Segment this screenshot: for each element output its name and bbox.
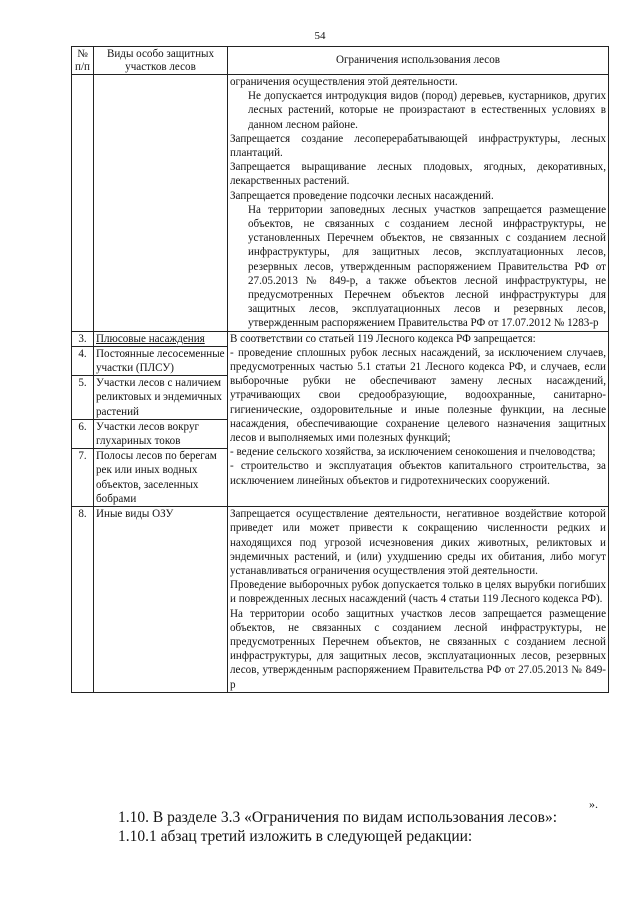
row-name: Участки лесов вокруг глухариных токов [94, 419, 228, 448]
paragraph-1-10: 1.10. В разделе 3.3 «Ограничения по видам использования лесов»: [118, 809, 558, 826]
row-name: Плюсовые насаждения [94, 331, 228, 346]
row-number: 6. [72, 419, 94, 448]
text-paragraph: Проведение выборочных рубок допускается только в целях вырубки погибших и поврежденных лесных насаждений (часть 4 статьи 119 Лесного кодекса РФ). [230, 579, 606, 606]
row-number: 7. [72, 449, 94, 507]
text-paragraph: Запрещается проведение подсочки лесных насаждений. [230, 189, 494, 202]
closing-quote: ». [589, 797, 598, 811]
row-name: Полосы лесов по берегам рек или иных водных объектов, заселенных бобрами [94, 449, 228, 507]
table-header-row [72, 47, 609, 75]
text-paragraph: Не допускается интродукция видов (пород) деревьев, кустарников, других лесных растений, которые не произрастают в естественных условиях в данном лесном районе. [248, 90, 606, 131]
row-name: Постоянные лесосеменные участки (ПЛСУ) [94, 346, 228, 375]
text-paragraph: ограничения осуществления этой деятельности. [230, 76, 458, 88]
row8-restrictions [228, 507, 609, 693]
row-number: 4. [72, 346, 94, 375]
paragraph-1-10-1: 1.10.1 абзац третий изложить в следующей редакции: [118, 828, 473, 845]
text-paragraph: - ведение сельского хозяйства, за исключением сенокошения и пчеловодства; [230, 446, 596, 459]
row-name: Участки лесов с наличием реликтовых и эндемичных растений [94, 376, 228, 420]
text-paragraph: Запрещается выращивание лесных плодовых, ягодных, декоративных, лекарственных растений. [230, 161, 606, 188]
text-paragraph: Запрещается осуществление деятельности, негативное воздействие которой приведет или может привести к сокращению численности редких и находящихся под угрозой исчезновения диких животных, реликтовых и эндемичных растений, и (или) ухудшению среды их обитания, либо могут устанавливаться ограничения осуществления этой деятельности. [230, 508, 606, 577]
table-row [72, 507, 609, 693]
text-paragraph: В соответствии со статьей 119 Лесного кодекса РФ запрещается: [230, 332, 536, 345]
restrictions-table [71, 46, 609, 693]
row-number: 5. [72, 376, 94, 420]
text-paragraph: На территории особо защитных участков лесов запрещается размещение объектов, не связанных с созданием лесной инфраструктуры, не предусмотренных Перечнем объектов, не связанных с созданием лесной инфраструктуры, для защитных лесов, эксплуатационных лесов, резервных лесов, утвержденным распоряжением Правительства РФ от 27.05.2013 № 849-р [230, 607, 606, 691]
page-number: 54 [314, 30, 326, 42]
header-num: № п/п [72, 47, 94, 75]
text-paragraph: На территории заповедных лесных участков запрещается размещение объектов, не связанных с созданием лесной инфраструктуры, не установленных Перечнем объектов, не связанных с созданием лесной инфраструктуры, для защитных лесов, эксплуатационных лесов, резервных лесов, утвержденным распоряжением Правительства РФ от 27.05.2013 № 849-р, а также объектов лесной инфраструктуры, не предусмотренных Перечнем объектов лесной инфраструктуры для защитных лесов, эксплуатационных лесов и резервных лесов, утвержденным распоряжением Правительства РФ от 17.07.2012 № 1283-р [248, 203, 606, 330]
table-row [72, 331, 609, 346]
text-paragraph: - строительство и эксплуатация объектов капитального строительства, за исключением линейных объектов и гидротехнических сооружений. [230, 460, 606, 487]
row-name: Иные виды ОЗУ [94, 507, 228, 693]
header-restrictions: Ограничения использования лесов [228, 47, 609, 75]
header-name: Виды особо защитных участков лесов [94, 47, 228, 75]
continued-restrictions [228, 75, 609, 332]
group-restrictions [228, 331, 609, 506]
text-paragraph: Запрещается создание лесоперерабатывающей инфраструктуры, лесных плантаций. [230, 132, 606, 160]
text-paragraph: - проведение сплошных рубок лесных насаждений, за исключением случаев, предусмотренных частью 5.1 статьи 21 Лесного кодекса РФ, и случаев, если выборочные рубки не обеспечивают замену лесных насаждений, утрачивающих свои средообразующие, водоохранные, санитарно-гигиенические, оздоровительные и иные полезные функции, на лесные насаждения, обеспечивающие сохранение целевого назначения защитных лесов и выполняемых ими полезных функций; [230, 346, 606, 445]
row-number: 3. [72, 331, 94, 346]
row-number: 8. [72, 507, 94, 693]
table-row-continued [72, 75, 609, 332]
